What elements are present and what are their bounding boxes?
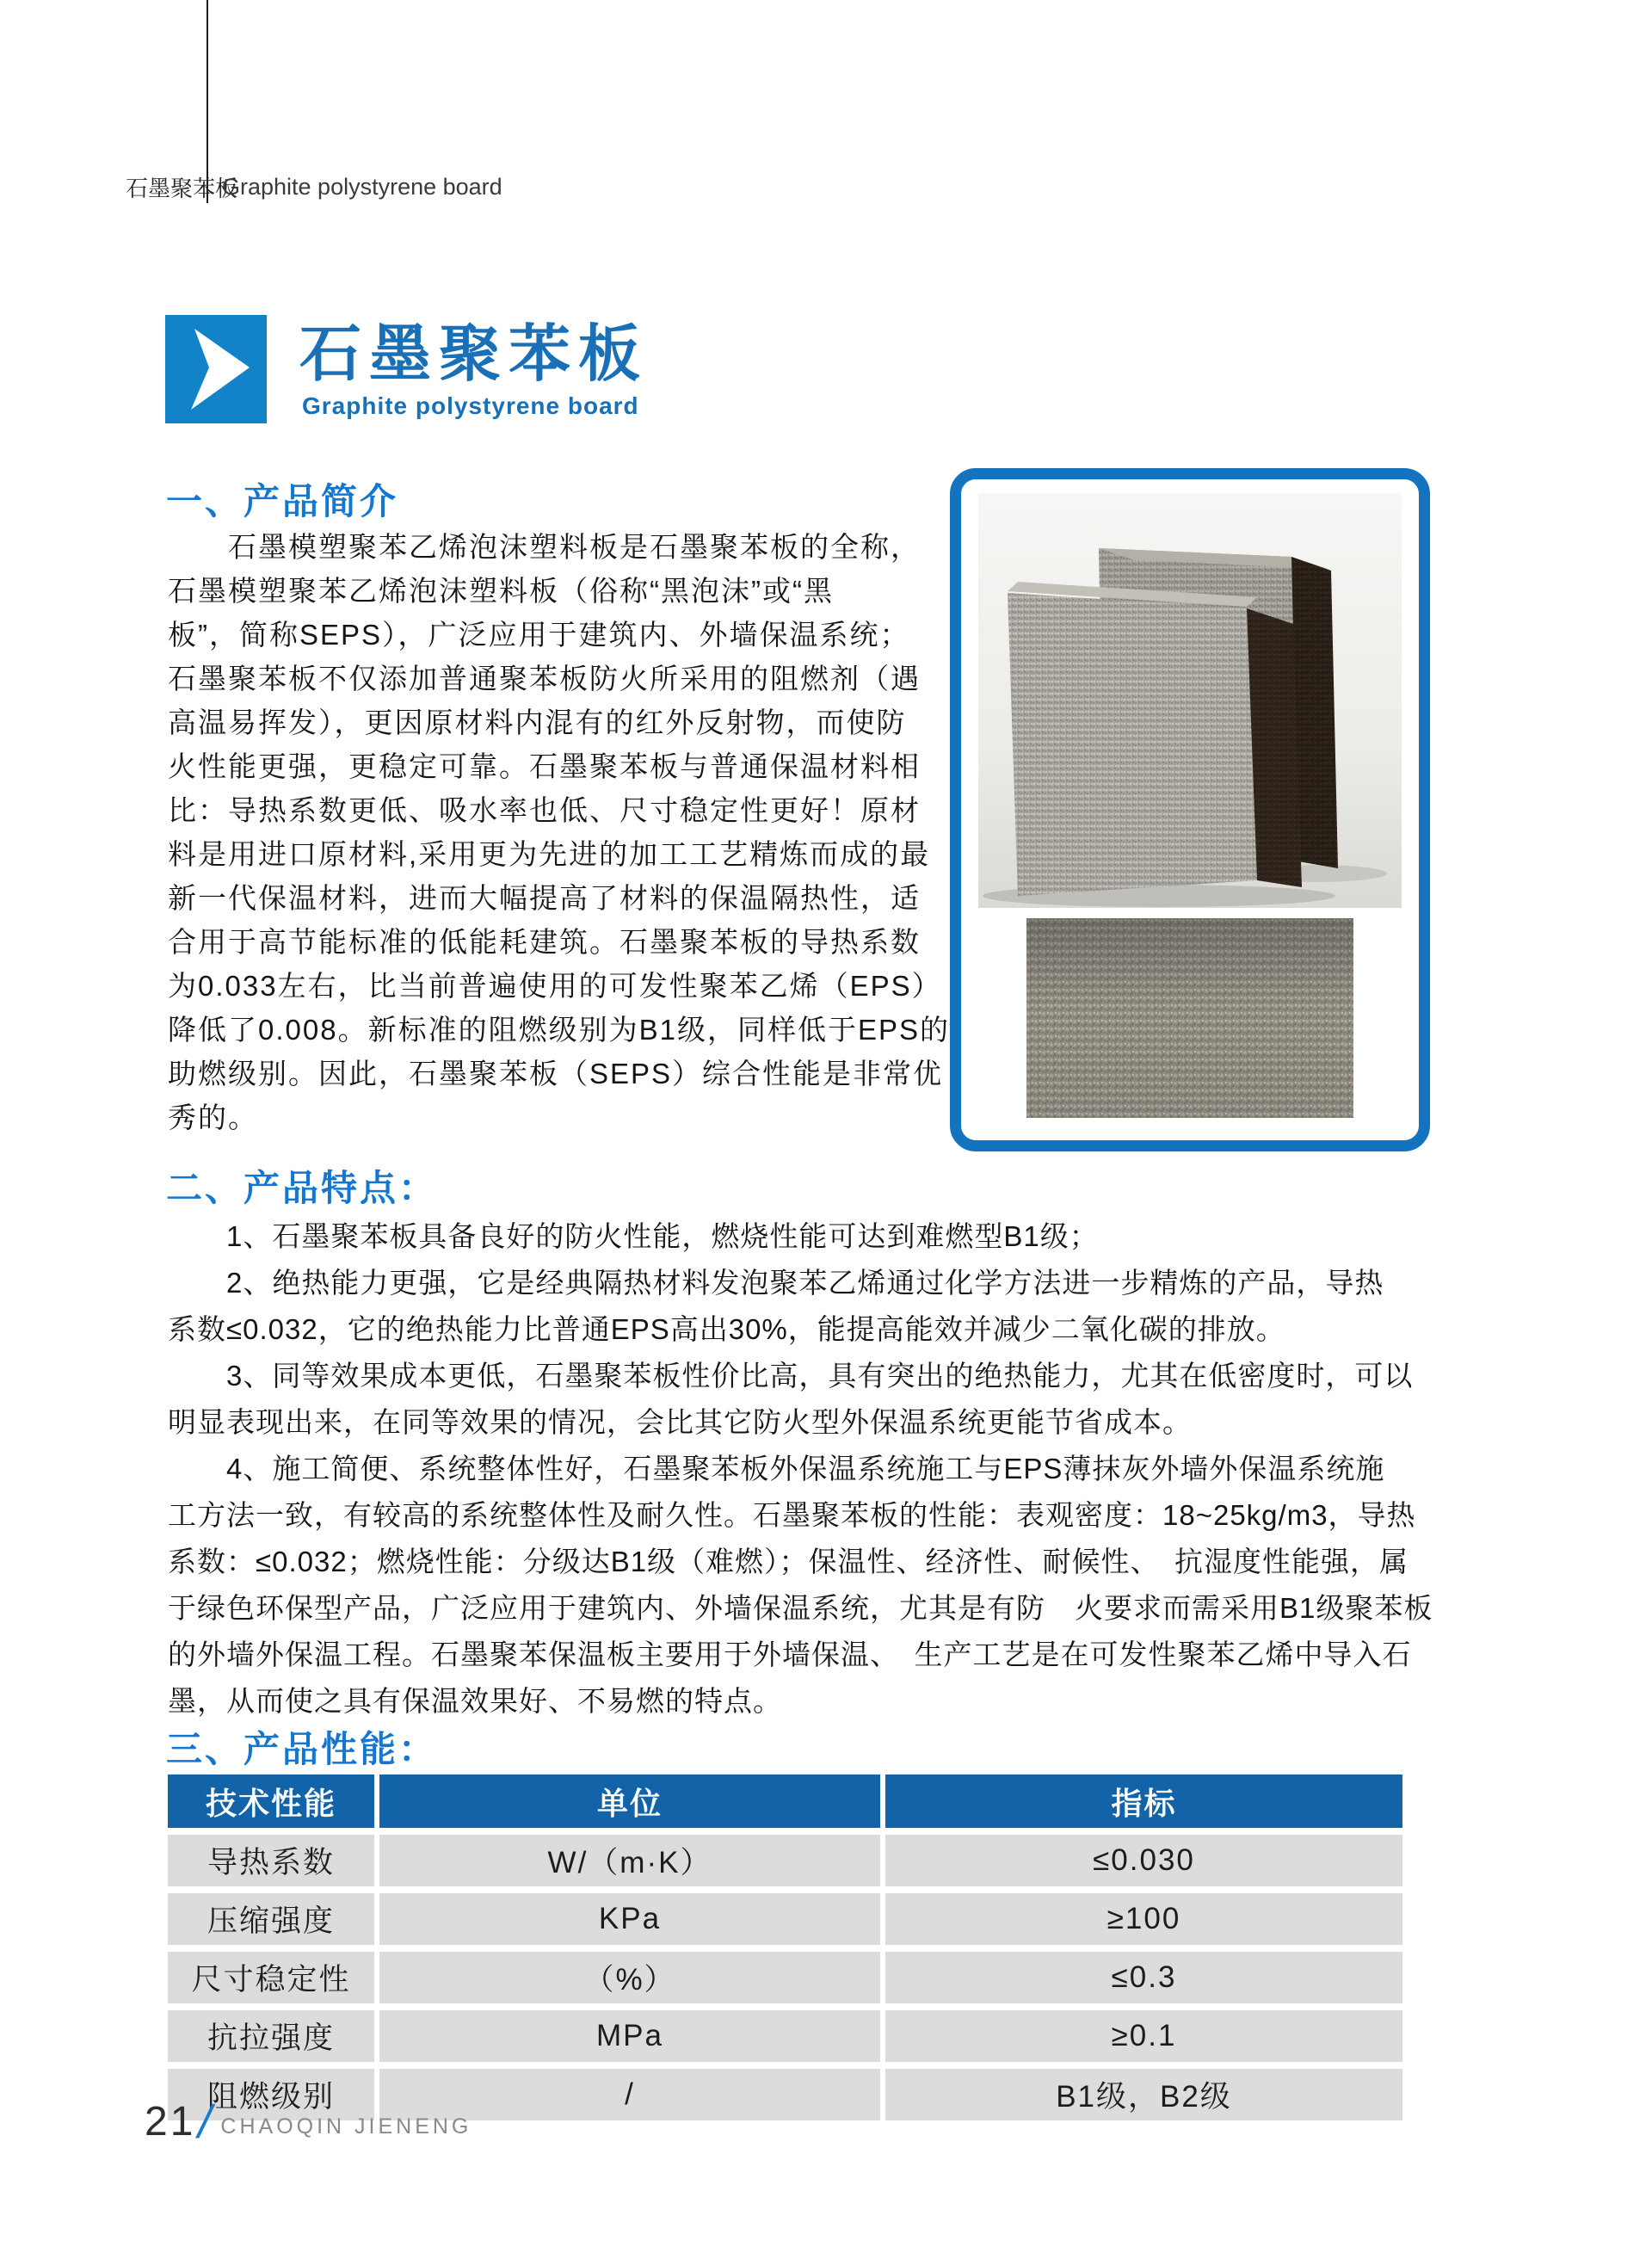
footer-slash: / — [194, 2096, 218, 2148]
table-header-cell: 指标 — [885, 1774, 1402, 1828]
table-row — [168, 1893, 1402, 1945]
table-cell-value: ≥100 — [885, 1893, 1402, 1945]
feature-line: 于绿色环保型产品，广泛应用于建筑内、外墙保温系统，尤其是有防 火要求而需采用B1级聚苯板 — [168, 1592, 1433, 1624]
paragraph-line: 降低了0.008。新标准的阻燃级别为B1级，同样低于EPS的 — [168, 1014, 950, 1046]
table-cell-property: 导热系数 — [168, 1835, 374, 1886]
paragraph-line: 助燃级别。因此，石墨聚苯板（SEPS）综合性能是非常优 — [168, 1058, 944, 1089]
product-photo-boards — [978, 493, 1402, 908]
paragraph-line: 为0.033左右，比当前普遍使用的可发性聚苯乙烯（EPS） — [168, 970, 942, 1002]
feature-line: 工方法一致，有较高的系统整体性及耐久性。石墨聚苯板的性能：表观密度：18~25kg/m3，导热 — [168, 1499, 1416, 1531]
page-number: 21 — [145, 2099, 196, 2145]
table-cell-value: ≤0.3 — [885, 1952, 1402, 2003]
feature-line: 2、绝热能力更强，它是经典隔热材料发泡聚苯乙烯通过化学方法进一步精炼的产品，导热 — [168, 1267, 1384, 1299]
paragraph-line: 高温易挥发），更因原材料内混有的红外反射物，而使防 — [168, 707, 907, 738]
paragraph-line: 石墨模塑聚苯乙烯泡沫塑料板是石墨聚苯板的全称， — [168, 531, 921, 563]
table-cell-unit: （%） — [379, 1952, 880, 2003]
feature-line: 系数≤0.032，它的绝热能力比普通EPS高出30%，能提高能效并减少二氧化碳的排放。 — [168, 1313, 1285, 1345]
product-photo-texture — [1026, 918, 1353, 1118]
arrow-right-icon — [165, 315, 267, 423]
feature-line: 的外墙外保温工程。石墨聚苯保温板主要用于外墙保温、 生产工艺是在可发性聚苯乙烯中导入石 — [168, 1639, 1412, 1670]
feature-line: 3、同等效果成本更低，石墨聚苯板性价比高，具有突出的绝热能力，尤其在低密度时，可以 — [168, 1360, 1414, 1392]
table-row — [168, 1835, 1402, 1886]
paragraph-line: 料是用进口原材料,采用更为先进的加工工艺精炼而成的最 — [168, 838, 931, 870]
paragraph-line: 板”，简称SEPS），广泛应用于建筑内、外墙保温系统； — [168, 619, 910, 651]
running-header-english: Graphite polystyrene board — [222, 174, 502, 200]
footer-brand: CHAOQIN JIENENG — [220, 2114, 472, 2139]
section2-feature-list — [168, 1213, 1562, 1725]
feature-line: 系数：≤0.032；燃烧性能：分级达B1级（难燃）；保温性、经济性、耐候性、 抗湿度性能强，属 — [168, 1546, 1409, 1577]
paragraph-line: 石墨模塑聚苯乙烯泡沫塑料板（俗称“黑泡沫”或“黑 — [168, 575, 834, 607]
table-cell-unit: / — [379, 2069, 880, 2120]
running-header-chinese: 石墨聚苯板 — [126, 176, 238, 201]
table-cell-property: 抗拉强度 — [168, 2010, 374, 2062]
logo-arrow-icon — [165, 315, 267, 423]
table-row — [168, 1952, 1402, 2003]
table-cell-unit: MPa — [379, 2010, 880, 2062]
table-cell-value: B1级，B2级 — [885, 2069, 1402, 2120]
table-body — [168, 1835, 1402, 2120]
paragraph-line: 秀的。 — [168, 1102, 258, 1133]
paragraph-line: 石墨聚苯板不仅添加普通聚苯板防火所采用的阻燃剂（遇 — [168, 663, 921, 694]
table-row — [168, 2010, 1402, 2062]
paragraph-line: 合用于高节能标准的低能耗建筑。石墨聚苯板的导热系数 — [168, 926, 921, 958]
table-cell-property: 压缩强度 — [168, 1893, 374, 1945]
table-header-cell: 单位 — [379, 1774, 880, 1828]
table-cell-unit: KPa — [379, 1893, 880, 1945]
table-cell-value: ≥0.1 — [885, 2010, 1402, 2062]
table-cell-value: ≤0.030 — [885, 1835, 1402, 1886]
table-cell-property: 尺寸稳定性 — [168, 1952, 374, 2003]
header-vertical-rule — [206, 0, 208, 203]
feature-line: 明显表现出来，在同等效果的情况，会比其它防火型外保温系统更能节省成本。 — [168, 1406, 1192, 1438]
feature-line: 1、石墨聚苯板具备良好的防火性能，燃烧性能可达到难燃型B1级； — [168, 1220, 1099, 1252]
table-header-row — [168, 1774, 1402, 1828]
product-logo-subtitle: Graphite polystyrene board — [302, 392, 639, 419]
table-cell-unit: W/（m·K） — [379, 1835, 880, 1886]
table-cell-property: 阻燃级别 — [168, 2069, 374, 2120]
product-logo-title: 石墨聚苯板 — [299, 320, 649, 389]
feature-line: 4、施工简便、系统整体性好，石墨聚苯板外保温系统施工与EPS薄抹灰外墙外保温系统施 — [168, 1453, 1385, 1484]
paragraph-line: 新一代保温材料，进而大幅提高了材料的保温隔热性，适 — [168, 882, 921, 914]
section3-heading: 三、产品性能： — [166, 1731, 438, 1770]
paragraph-line: 火性能更强，更稳定可靠。石墨聚苯板与普通保温材料相 — [168, 750, 921, 782]
product-image-frame — [950, 468, 1430, 1151]
table-header-cell: 技术性能 — [168, 1774, 374, 1828]
paragraph-line: 比：导热系数更低、吸水率也低、尺寸稳定性更好！原材 — [168, 794, 921, 826]
feature-line: 墨，从而使之具有保温效果好、不易燃的特点。 — [168, 1685, 782, 1717]
section2-heading: 二、产品特点： — [166, 1170, 438, 1209]
performance-table — [168, 1774, 1402, 2120]
section1-paragraph — [168, 525, 950, 1139]
section1-heading: 一、产品简介 — [166, 483, 399, 522]
